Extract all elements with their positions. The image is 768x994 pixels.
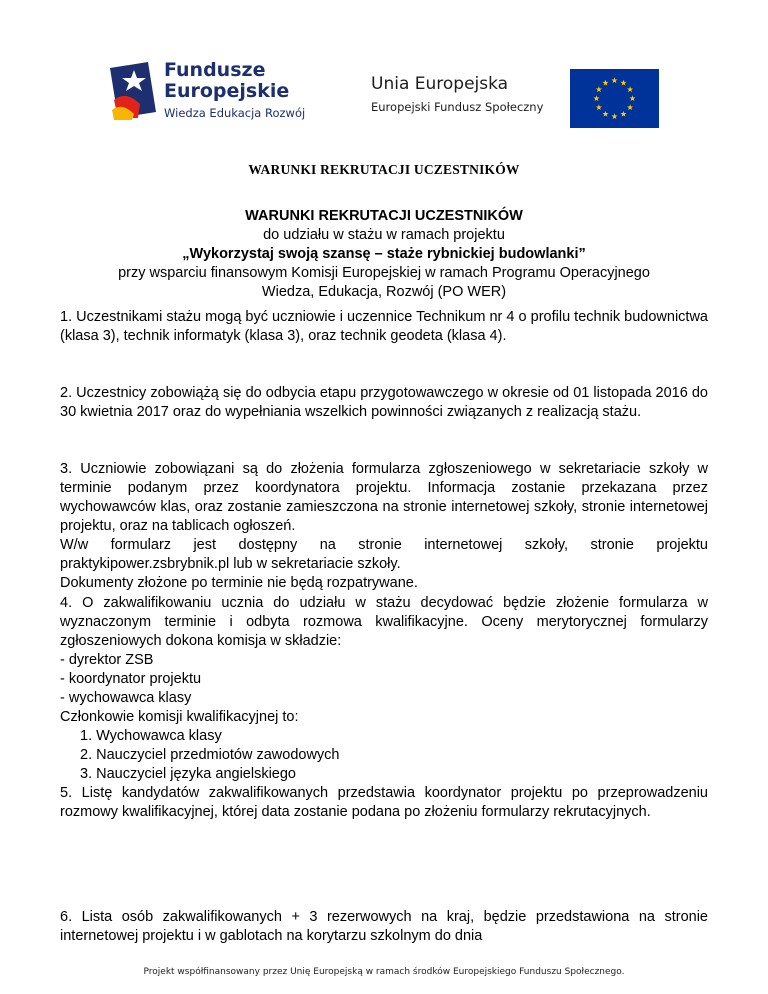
paragraph-5: 5. Listę kandydatów zakwalifikowanych przedstawia koordynator projektu po przeprowadzeniu rozmowy kwalifikacyjnej, której data zostanie podana po złożeniu formularzy rekrutacyjnych. [60,785,708,820]
intro-title: WARUNKI REKRUTACJI UCZESTNIKÓW [245,208,523,224]
intro-line4: Wiedza, Edukacja, Rozwój (PO WER) [261,284,507,300]
eu-flag-icon [570,69,659,128]
paragraph-3 [60,460,708,593]
committee-member: - wychowawca klasy [60,690,192,706]
paragraph-2: 2. Uczestnicy zobowiążą się do odbycia etapu przygotowawczego w okresie od 01 listopada 2016 do 30 kwietnia 2017 oraz do wypełniania wszelkich powinności związanych z realizacją stażu. [60,385,708,420]
paragraph-6: 6. Lista osób zakwalifikowanych + 3 rezerwowych na kraj, będzie przedstawiona na stronie internetowej projektu i w gablotach na korytarzu szkolnym do dnia [60,909,708,944]
fe-title-line2: Europejskie [164,80,290,102]
intro-line3: przy wsparciu finansowym Komisji Europejskiej w ramach Programu Operacyjnego [118,265,650,281]
footer-note: Projekt współfinansowany przez Unię Europejską w ramach środków Europejskiego Funduszu Społecznego. [143,967,625,977]
intro-line1: do udziału w stażu w ramach projektu [263,227,505,243]
paragraph-4-text: 4. O zakwalifikowaniu ucznia do udziału w stażu decydować będzie złożenie formularza w wyznaczonym terminie i odbyta rozmowa kwalifikacyjne. Oceny merytorycznej formularzy zgłoszeniowych dokona komisja w składzie: [60,595,708,649]
ue-title: Unia Europejska [371,74,509,94]
unia-europejska-logo-text [371,74,543,114]
ue-subtitle: Europejski Fundusz Społeczny [371,100,544,114]
paragraph-4 [60,594,708,784]
project-name: „Wykorzystaj swoją szansę – staże rybnickiej budowlanki” [182,246,586,262]
fundusze-europejskie-logo [108,60,328,124]
intro-block [60,207,708,302]
committee-list-item: 1. Wychowawca klasy [80,728,222,744]
paragraph-3-c: Dokumenty złożone po terminie nie będą rozpatrywane. [60,575,418,591]
document-heading: WARUNKI REKRUTACJI UCZESTNIKÓW [248,162,520,177]
committee-intro: Członkowie komisji kwalifikacyjnej to: [60,709,299,725]
committee-member: - koordynator projektu [60,671,202,687]
paragraph-3-a: 3. Uczniowie zobowiązani są do złożenia formularza zgłoszeniowego w sekretariacie szkoły w terminie podanym przez koordynatora projektu. Informacja zostanie przekazana przez wychowawców klas, oraz zostanie zamieszczona na stronie internetowej szkoły, stronie internetowej projektu, oraz na tablicach ogłoszeń. [60,461,708,534]
committee-member: - dyrektor ZSB [60,652,154,668]
fe-star-logo-icon [108,60,160,122]
fe-title-line1: Fundusze [164,59,266,81]
fe-subtitle: Wiedza Edukacja Rozwój [164,106,306,120]
paragraph-3-b: W/w formularz jest dostępny na stronie internetowej szkoły, stronie projektu praktykipower.zsbrybnik.pl lub w sekretariacie szkoły. [60,537,708,572]
paragraph-1: 1. Uczestnikami stażu mogą być uczniowie i uczennice Technikum nr 4 o profilu technik budownictwa (klasa 3), technik informatyk (klasa 3), oraz technik geodeta (klasa 4). [60,309,708,344]
committee-list-item: 2. Nauczyciel przedmiotów zawodowych [80,747,340,763]
committee-list-item: 3. Nauczyciel języka angielskiego [80,766,296,782]
